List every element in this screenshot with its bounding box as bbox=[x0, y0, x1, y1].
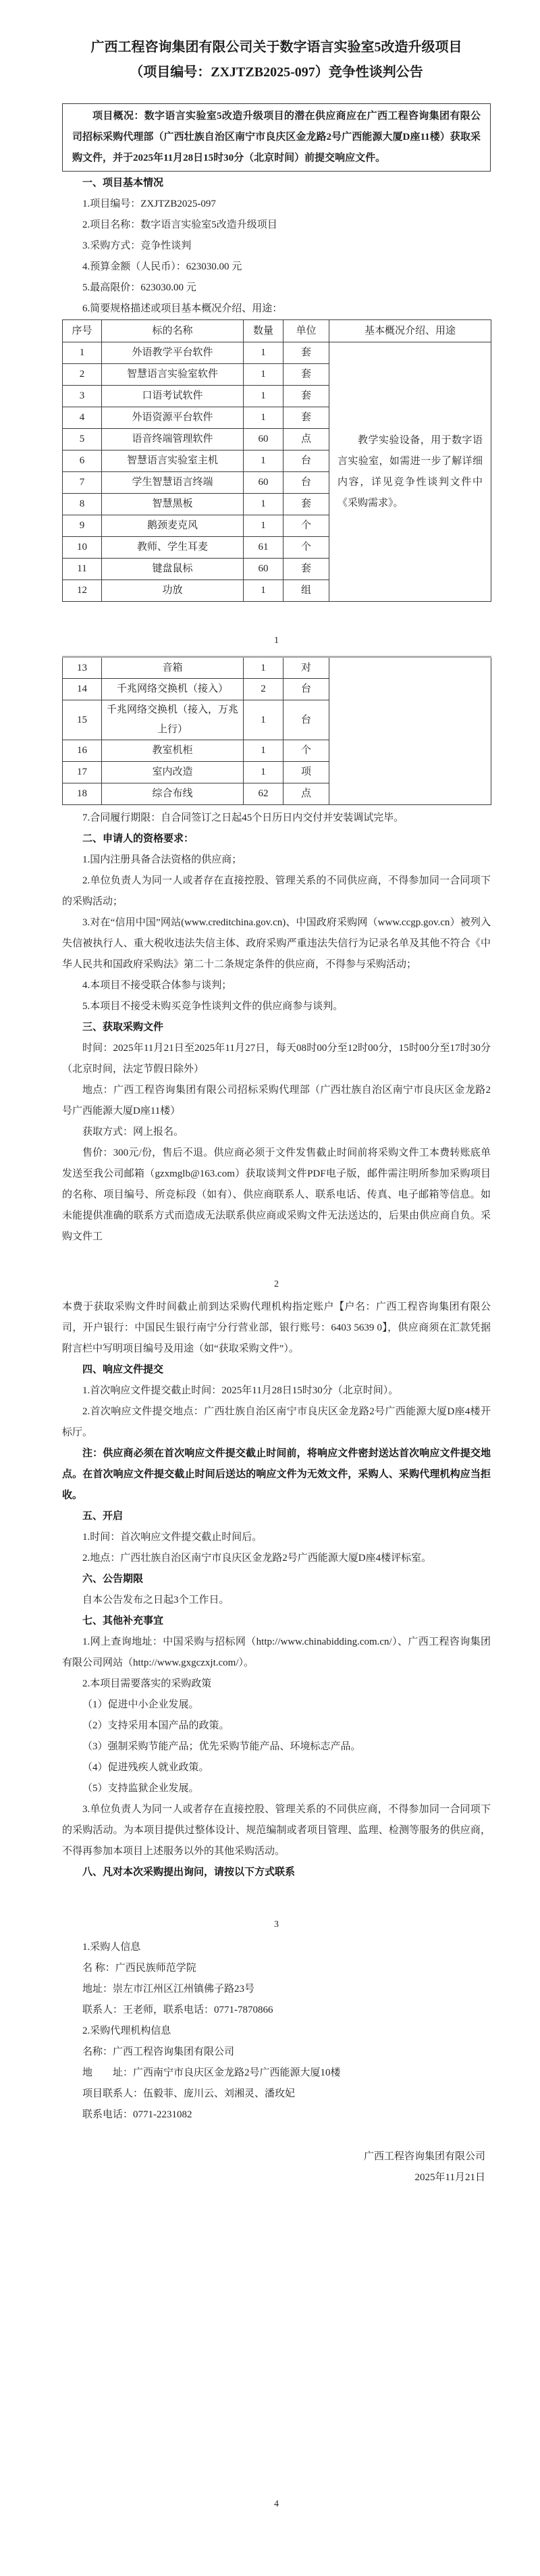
table-cell: 1 bbox=[244, 515, 284, 537]
section-submission-and-policies bbox=[62, 1297, 491, 1883]
page-number-2: 2 bbox=[274, 1279, 279, 1289]
paragraph: 2.本项目需要落实的采购政策 bbox=[82, 1678, 212, 1689]
table-cell: 套 bbox=[284, 407, 329, 429]
document-title bbox=[62, 35, 491, 85]
document bbox=[0, 35, 540, 2576]
document-title-line1: 广西工程咨询集团有限公司关于数字语言实验室5改造升级项目 bbox=[90, 40, 462, 55]
table-cell: 10 bbox=[63, 537, 102, 559]
page-break-gap bbox=[62, 1247, 491, 1278]
table-cell: 智慧语言实验室主机 bbox=[102, 450, 244, 472]
col-header-unit: 单位 bbox=[284, 320, 329, 342]
paragraph: 自本公告发布之日起3个工作日。 bbox=[82, 1595, 230, 1605]
table-cell: 个 bbox=[284, 740, 329, 762]
paragraph: 时间：2025年11月21日至2025年11月27日，每天08时00分至12时00分，15时00分至17时30分（北京时间，法定节假日除外） bbox=[62, 1043, 491, 1075]
paragraph: 1.国内注册具备合法资格的供应商； bbox=[82, 854, 242, 865]
paragraph: 2.采购代理机构信息 bbox=[82, 2026, 171, 2036]
table-cell: 5 bbox=[63, 429, 102, 450]
table-cell: 功放 bbox=[102, 580, 244, 602]
paragraph: 4.预算金额（人民币）：623030.00 元 bbox=[82, 261, 242, 272]
table-cell: 智慧黑板 bbox=[102, 494, 244, 515]
table-cell: 语音终端管理软件 bbox=[102, 429, 244, 450]
paragraph: 2.地点：广西壮族自治区南宁市良庆区金龙路2号广西能源大厦D座4楼评标室。 bbox=[82, 1553, 432, 1564]
page-break-gap bbox=[62, 648, 491, 656]
table-cell: 61 bbox=[244, 537, 284, 559]
table-cell: 1 bbox=[244, 580, 284, 602]
paragraph: 1.时间：首次响应文件提交截止时间后。 bbox=[82, 1532, 263, 1543]
table-cell: 3 bbox=[63, 386, 102, 407]
table-cell: 个 bbox=[284, 515, 329, 537]
table-cell: 1 bbox=[244, 407, 284, 429]
table-cell: 6 bbox=[63, 450, 102, 472]
table-cell: 套 bbox=[284, 494, 329, 515]
paragraph: （2）支持采用本国产品的政策。 bbox=[82, 1720, 230, 1731]
paragraph: 项目联系人：伍毅菲、庞川云、刘湘灵、潘玫妃 bbox=[82, 2088, 296, 2099]
table-cell: 千兆网络交换机（接入） bbox=[102, 679, 244, 700]
page-number-4: 4 bbox=[274, 2499, 279, 2509]
table-cell: 15 bbox=[63, 700, 102, 740]
table-cell: 外语资源平台软件 bbox=[102, 407, 244, 429]
table-cell: 1 bbox=[244, 700, 284, 740]
table-cell: 音箱 bbox=[102, 657, 244, 679]
table-cell: 8 bbox=[63, 494, 102, 515]
table-cell: 台 bbox=[284, 472, 329, 494]
page-number-3: 3 bbox=[274, 1920, 279, 1930]
paragraph: 5.本项目不接受未购买竞争性谈判文件的供应商参与谈判。 bbox=[82, 1001, 344, 1012]
paragraph: 2.首次响应文件提交地点：广西壮族自治区南宁市良庆区金龙路2号广西能源大厦D座4楼开标厅。 bbox=[62, 1406, 491, 1438]
page-number-1: 1 bbox=[274, 636, 279, 646]
table-cell: 台 bbox=[284, 450, 329, 472]
table-cell: 16 bbox=[63, 740, 102, 762]
page-break-gap bbox=[62, 1291, 491, 1297]
table-row bbox=[63, 657, 491, 679]
paragraph: 5.最高限价：623030.00 元 bbox=[82, 282, 196, 293]
paragraph: 名称：广西工程咨询集团有限公司 bbox=[82, 2046, 235, 2057]
section-heading-4: 四、响应文件提交 bbox=[82, 1364, 164, 1375]
paragraph: 6.简要规格描述或项目基本概况介绍、用途： bbox=[82, 303, 283, 314]
project-overview-box bbox=[62, 103, 491, 172]
paragraph: 联系人：王老师，联系电话：0771-7870866 bbox=[82, 2005, 273, 2015]
paragraph: 3.单位负责人为同一人或者存在直接控股、管理关系的不同供应商，不得参加同一合同项下的采购活动。为本项目提供过整体设计、规范编制或者项目管理、监理、检测等服务的供应商，不得再参加本项目上述服务以外的其他采购活动。 bbox=[62, 1804, 491, 1857]
table-description-cell bbox=[329, 657, 491, 805]
table-cell: 室内改造 bbox=[102, 762, 244, 783]
signoff-agency: 广西工程咨询集团有限公司 bbox=[363, 2151, 485, 2162]
col-header-index: 序号 bbox=[63, 320, 102, 342]
table-cell: 点 bbox=[284, 783, 329, 805]
paragraph: 3.对在“信用中国”网站(www.creditchina.gov.cn)、中国政府采购网（www.ccgp.gov.cn）被列入失信被执行人、重大税收违法失信主体、政府采购严重违法失信行为记录名单及其他不符合《中华人民共和国政府采购法》第二十二条规定条件的供应商，不得参与采购活动； bbox=[62, 917, 491, 970]
table-description-text: 教学实验设备，用于数字语言实验室，如需进一步了解详细内容，详见竞争性谈判文件中《采购需求》。 bbox=[338, 434, 483, 509]
table-cell: 1 bbox=[244, 494, 284, 515]
table-cell: 对 bbox=[284, 657, 329, 679]
table-cell: 13 bbox=[63, 657, 102, 679]
document-title-line2: （项目编号：ZXJTZB2025-097）竞争性谈判公告 bbox=[130, 65, 423, 80]
section-heading-7: 七、其他补充事宜 bbox=[82, 1616, 164, 1626]
paragraph: 2.单位负责人为同一人或者存在直接控股、管理关系的不同供应商，不得参加同一合同项下的采购活动； bbox=[62, 875, 491, 907]
table-cell: 9 bbox=[63, 515, 102, 537]
paragraph bbox=[62, 2126, 491, 2146]
paragraph: （1）促进中小企业发展。 bbox=[82, 1699, 199, 1710]
table-cell: 学生智慧语言终端 bbox=[102, 472, 244, 494]
col-header-item-name: 标的名称 bbox=[102, 320, 244, 342]
section-heading-6: 六、公告期限 bbox=[82, 1574, 144, 1585]
items-table-part1 bbox=[62, 319, 491, 602]
paragraph: （5）支持监狱企业发展。 bbox=[82, 1783, 199, 1794]
table-cell: 套 bbox=[284, 342, 329, 364]
table-cell: 4 bbox=[63, 407, 102, 429]
paragraph: 7.合同履行期限：自合同签订之日起45个日历日内交付并安装调试完毕。 bbox=[82, 813, 404, 823]
table-cell: 套 bbox=[284, 559, 329, 580]
section-heading-8: 八、凡对本次采购提出询问，请按以下方式联系 bbox=[82, 1867, 296, 1878]
table-cell: 项 bbox=[284, 762, 329, 783]
table-cell: 2 bbox=[244, 679, 284, 700]
section-basic-info bbox=[62, 173, 491, 319]
col-header-quantity: 数量 bbox=[244, 320, 284, 342]
table-cell: 1 bbox=[63, 342, 102, 364]
table-cell: 教室机柜 bbox=[102, 740, 244, 762]
table-cell: 2 bbox=[63, 364, 102, 386]
paragraph: （3）强制采购节能产品；优先采购节能产品、环境标志产品。 bbox=[82, 1741, 361, 1752]
table-cell: 1 bbox=[244, 657, 284, 679]
document-content bbox=[0, 35, 540, 2511]
paragraph: 名 称：广西民族师范学院 bbox=[82, 1963, 196, 1974]
table-cell: 综合布线 bbox=[102, 783, 244, 805]
table-cell: 17 bbox=[63, 762, 102, 783]
table-cell: 60 bbox=[244, 559, 284, 580]
table-cell: 键盘鼠标 bbox=[102, 559, 244, 580]
col-header-description: 基本概况介绍、用途 bbox=[329, 320, 491, 342]
table-cell: 60 bbox=[244, 472, 284, 494]
table-cell: 台 bbox=[284, 700, 329, 740]
page-break-gap bbox=[62, 2188, 491, 2498]
table-cell: 教师、学生耳麦 bbox=[102, 537, 244, 559]
page-break-gap bbox=[62, 602, 491, 634]
section-requirements-and-documents bbox=[62, 808, 491, 1247]
paragraph: 联系电话：0771-2231082 bbox=[82, 2109, 192, 2120]
table-cell: 11 bbox=[63, 559, 102, 580]
paragraph: 1.项目编号：ZXJTZB2025-097 bbox=[82, 199, 216, 209]
note-paragraph: 注：供应商必须在首次响应文件提交截止时间前，将响应文件密封送达首次响应文件提交地点。在首次响应文件提交截止时间后送达的响应文件为无效文件，采购人、采购代理机构应当拒收。 bbox=[62, 1448, 491, 1501]
table-cell: 千兆网络交换机（接入，万兆上行） bbox=[102, 700, 244, 740]
paragraph: 地 址：广西南宁市良庆区金龙路2号广西能源大厦10楼 bbox=[82, 2067, 341, 2078]
paragraph: 1.首次响应文件提交截止时间：2025年11月28日15时30分（北京时间）。 bbox=[82, 1385, 399, 1396]
table-cell: 台 bbox=[284, 679, 329, 700]
paragraph: 售价：300元/份，售后不退。供应商必须于文件发售截止时间前将采购文件工本费转账底单发送至我公司邮箱（gzxmglb@163.com）获取谈判文件PDF电子版，邮件需注明所参加采购项目的名称、项目编号、所竞标段（如有）、供应商联系人、联系电话、传真、电子邮箱等信息。如未能提供准确的联系方式而造成无法联系供应商或采购文件无法送达的，后果由供应商自负。采购文件工 bbox=[62, 1148, 491, 1242]
paragraph: 3.采购方式：竞争性谈判 bbox=[82, 240, 192, 251]
section-heading-3: 三、获取采购文件 bbox=[82, 1022, 164, 1033]
table-cell: 智慧语言实验室软件 bbox=[102, 364, 244, 386]
paragraph: 2.项目名称：数字语言实验室5改造升级项目 bbox=[82, 220, 277, 230]
table-cell: 14 bbox=[63, 679, 102, 700]
section-heading-5: 五、开启 bbox=[82, 1511, 124, 1522]
table-cell: 外语教学平台软件 bbox=[102, 342, 244, 364]
page-break-gap bbox=[62, 1883, 491, 1918]
table-cell: 7 bbox=[63, 472, 102, 494]
section-heading-2: 二、申请人的资格要求： bbox=[82, 833, 194, 844]
table-cell: 套 bbox=[284, 386, 329, 407]
table-cell: 1 bbox=[244, 450, 284, 472]
page-break-gap bbox=[62, 1932, 491, 1937]
signoff-date: 2025年11月21日 bbox=[414, 2172, 485, 2183]
paragraph: 4.本项目不接受联合体参与谈判； bbox=[82, 980, 232, 991]
table-cell: 个 bbox=[284, 537, 329, 559]
table-cell: 套 bbox=[284, 364, 329, 386]
table-cell: 1 bbox=[244, 386, 284, 407]
items-table-part2 bbox=[62, 656, 491, 805]
table-cell: 12 bbox=[63, 580, 102, 602]
table-cell: 口语考试软件 bbox=[102, 386, 244, 407]
table-cell: 1 bbox=[244, 342, 284, 364]
table-cell: 鹅颈麦克风 bbox=[102, 515, 244, 537]
table-cell: 组 bbox=[284, 580, 329, 602]
table-row bbox=[63, 342, 491, 364]
paragraph: 地点：广西工程咨询集团有限公司招标采购代理部（广西壮族自治区南宁市良庆区金龙路2号广西能源大厦D座11楼） bbox=[62, 1085, 491, 1116]
table-cell: 点 bbox=[284, 429, 329, 450]
table-cell: 1 bbox=[244, 740, 284, 762]
paragraph: 本费于获取采购文件时间截止前到达采购代理机构指定账户【户名：广西工程咨询集团有限公司，开户银行：中国民生银行南宁分行营业部，银行账号：6403 5639 0】，供应商须在汇款凭据附言栏中写明项目编号及用途（如“获取采购文件”）。 bbox=[62, 1302, 491, 1354]
paragraph: 1.网上查询地址：中国采购与招标网（http://www.chinabidding.com.cn/）、广西工程咨询集团有限公司网站（http://www.gxgczxjt.com/）。 bbox=[62, 1637, 491, 1668]
paragraph: 获取方式：网上报名。 bbox=[82, 1127, 184, 1137]
table-description-cell bbox=[329, 342, 491, 602]
project-overview-text: 项目概况：数字语言实验室5改造升级项目的潜在供应商应在广西工程咨询集团有限公司招标采购代理部（广西壮族自治区南宁市良庆区金龙路2号广西能源大厦D座11楼）获取采购文件，并于2025年11月28日15时30分（北京时间）前提交响应文件。 bbox=[72, 111, 481, 163]
table-cell: 62 bbox=[244, 783, 284, 805]
table-cell: 60 bbox=[244, 429, 284, 450]
table-cell: 18 bbox=[63, 783, 102, 805]
table-header-row bbox=[63, 320, 491, 342]
section-contact-info bbox=[62, 1937, 491, 2188]
paragraph: 1.采购人信息 bbox=[82, 1942, 141, 1953]
paragraph: 地址：崇左市江州区江州镇佛子路23号 bbox=[82, 1984, 255, 1994]
paragraph: （4）促进残疾人就业政策。 bbox=[82, 1762, 209, 1773]
section-heading-1: 一、项目基本情况 bbox=[82, 178, 164, 188]
table-cell: 1 bbox=[244, 364, 284, 386]
table-cell: 1 bbox=[244, 762, 284, 783]
